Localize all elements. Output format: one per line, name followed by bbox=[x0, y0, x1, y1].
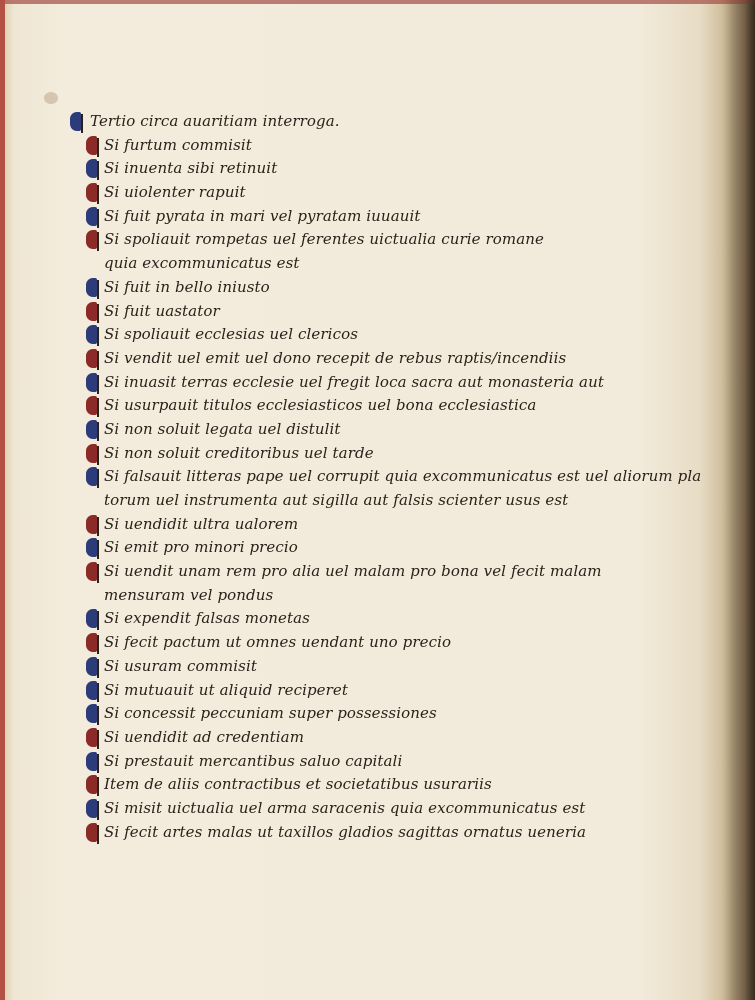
text-line bbox=[70, 607, 630, 631]
text-line bbox=[70, 797, 630, 821]
text-line bbox=[70, 821, 630, 845]
text-line bbox=[70, 371, 630, 395]
continuation-line bbox=[70, 252, 630, 276]
line-text: Si usurpauit titulos ecclesiasticos uel bona ecclesiastica bbox=[104, 396, 537, 415]
paragraph-mark-icon bbox=[86, 159, 98, 179]
paragraph-mark-icon bbox=[86, 302, 98, 322]
line-text: Si uendidit ultra ualorem bbox=[104, 514, 299, 533]
paragraph-mark-icon bbox=[86, 136, 98, 156]
line-text: Si fecit artes malas ut taxillos gladios sagittas ornatus ueneria bbox=[104, 822, 587, 841]
paragraph-mark-icon bbox=[86, 230, 98, 250]
line-text: Si prestauit mercantibus saluo capitali bbox=[104, 751, 403, 770]
text-line bbox=[70, 276, 630, 300]
line-text: Si fuit pyrata in mari vel pyratam iuuauit bbox=[104, 206, 421, 225]
paragraph-mark-icon bbox=[86, 799, 98, 819]
paragraph-mark-icon bbox=[86, 823, 98, 843]
line-text: Si misit uictualia uel arma saracenis quia excommunicatus est bbox=[104, 798, 586, 817]
continuation-line bbox=[70, 584, 630, 608]
line-text: Si spoliauit ecclesias uel clericos bbox=[104, 325, 358, 344]
line-text: Si non soluit legata uel distulit bbox=[104, 419, 341, 438]
text-line bbox=[70, 465, 702, 489]
text-line bbox=[70, 181, 630, 205]
paragraph-mark-icon bbox=[86, 207, 98, 227]
text-line bbox=[70, 323, 630, 347]
text-line bbox=[70, 418, 630, 442]
paragraph-mark-icon bbox=[86, 515, 98, 535]
line-text: Si fuit in bello iniusto bbox=[104, 277, 270, 296]
continuation-line bbox=[70, 489, 630, 513]
line-text: Si usuram commisit bbox=[104, 656, 257, 675]
line-text: torum uel instrumenta aut sigilla aut falsis scienter usus est bbox=[104, 491, 569, 509]
text-line bbox=[70, 726, 630, 750]
text-line bbox=[70, 631, 630, 655]
line-text: Tertio circa auaritiam interroga. bbox=[90, 112, 340, 130]
text-line bbox=[70, 536, 630, 560]
text-line bbox=[70, 228, 630, 252]
text-block bbox=[70, 110, 702, 844]
line-text: Si fecit pactum ut omnes uendant uno precio bbox=[104, 633, 452, 652]
text-line bbox=[70, 394, 630, 418]
line-text: Si uiolenter rapuit bbox=[104, 183, 246, 202]
paragraph-mark-icon bbox=[86, 657, 98, 677]
paragraph-mark-icon bbox=[86, 420, 98, 440]
text-line bbox=[70, 134, 630, 158]
paragraph-mark-icon bbox=[86, 752, 98, 772]
line-text: Si emit pro minori precio bbox=[104, 538, 298, 557]
paragraph-mark-icon bbox=[86, 704, 98, 724]
text-line bbox=[70, 205, 630, 229]
text-line bbox=[70, 750, 630, 774]
paragraph-mark-icon bbox=[86, 609, 98, 629]
line-text: Si concessit peccuniam super possessiones bbox=[104, 704, 437, 723]
line-text: Si mutuauit ut aliquid reciperet bbox=[104, 680, 349, 699]
paragraph-mark-icon bbox=[86, 538, 98, 558]
text-line bbox=[70, 513, 630, 537]
line-text: Si inuasit terras ecclesie uel fregit loca sacra aut monasteria aut bbox=[104, 372, 604, 391]
line-text: mensuram vel pondus bbox=[104, 585, 274, 604]
paragraph-mark-icon bbox=[86, 775, 98, 795]
paragraph-mark-icon bbox=[86, 681, 98, 701]
text-line bbox=[70, 773, 630, 797]
paragraph-mark-icon bbox=[86, 325, 98, 345]
line-text: Si non soluit creditoribus uel tarde bbox=[104, 443, 374, 462]
paragraph-mark-icon bbox=[86, 444, 98, 464]
text-line bbox=[70, 442, 630, 466]
text-line bbox=[70, 347, 630, 371]
paragraph-mark-icon bbox=[86, 728, 98, 748]
text-line bbox=[70, 679, 630, 703]
paragraph-mark-icon bbox=[86, 373, 98, 393]
text-line bbox=[70, 702, 630, 726]
paragraph-mark-icon bbox=[70, 112, 82, 132]
page-top-edge bbox=[0, 0, 755, 4]
line-text: Si spoliauit rompetas uel ferentes uictualia curie romane bbox=[104, 230, 544, 249]
paragraph-mark-icon bbox=[86, 467, 98, 487]
text-line bbox=[70, 300, 630, 324]
line-text: Si vendit uel emit uel dono recepit de rebus raptis/incendiis bbox=[104, 348, 567, 367]
line-text: Si inuenta sibi retinuit bbox=[104, 159, 278, 178]
paragraph-mark-icon bbox=[86, 278, 98, 298]
parchment-stain bbox=[44, 92, 58, 104]
text-line bbox=[70, 110, 630, 134]
line-text: Si uendit unam rem pro alia uel malam pro bona vel fecit malam bbox=[104, 562, 602, 581]
line-text: Si falsauit litteras pape uel corrupit quia excommunicatus est uel aliorum pla bbox=[104, 467, 702, 486]
line-text: Si fuit uastator bbox=[104, 301, 220, 320]
paragraph-mark-icon bbox=[86, 349, 98, 369]
line-text: Si furtum commisit bbox=[104, 135, 252, 154]
paragraph-mark-icon bbox=[86, 396, 98, 416]
line-text: Si uendidit ad credentiam bbox=[104, 727, 305, 746]
page-left-edge bbox=[0, 0, 5, 1000]
paragraph-mark-icon bbox=[86, 183, 98, 203]
paragraph-mark-icon bbox=[86, 633, 98, 653]
paragraph-mark-icon bbox=[86, 562, 98, 582]
line-text: Si expendit falsas monetas bbox=[104, 609, 310, 628]
binding-gutter bbox=[721, 0, 755, 1000]
line-text: Item de aliis contractibus et societatibus usurariis bbox=[104, 775, 492, 794]
text-line bbox=[70, 655, 630, 679]
text-line bbox=[70, 560, 630, 584]
text-line bbox=[70, 157, 630, 181]
line-text: quia excommunicatus est bbox=[104, 254, 300, 273]
